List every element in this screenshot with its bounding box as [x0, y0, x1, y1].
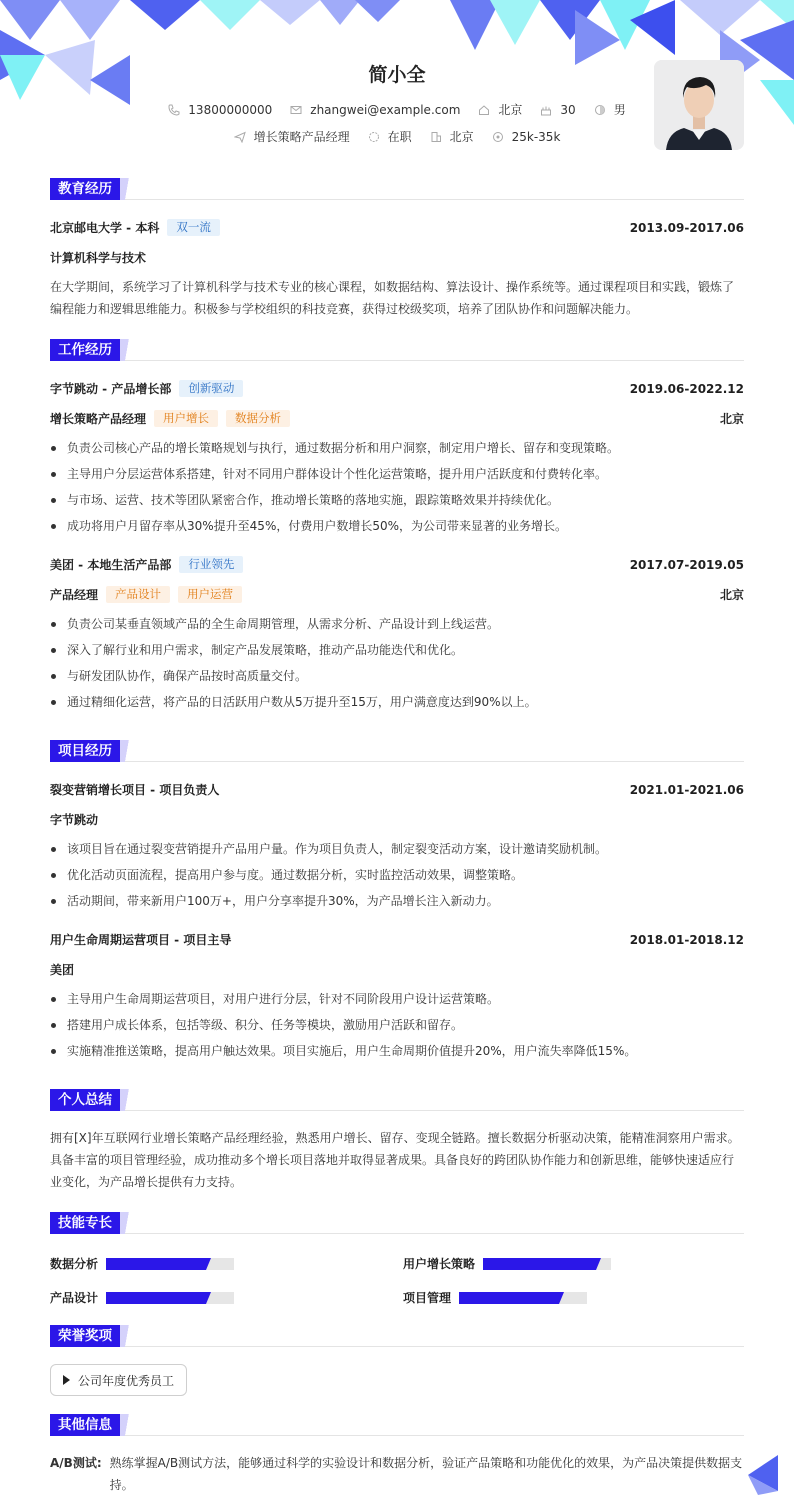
avatar	[654, 60, 744, 150]
title-decoration	[120, 339, 132, 361]
skill-bar	[106, 1258, 234, 1270]
corner-decoration-icon	[744, 1455, 780, 1495]
honors-title: 荣誉奖项	[50, 1325, 120, 1347]
work-section	[50, 339, 744, 709]
other-section	[50, 1414, 744, 1436]
school-tag: 双一流	[167, 219, 220, 236]
project-title: 项目经历	[50, 740, 120, 762]
major-row	[50, 249, 744, 266]
list-item: 活动期间，带来新用户100万+，用户分享率提升30%，为产品增长注入新动力。	[50, 888, 744, 914]
honors-section	[50, 1325, 744, 1347]
job-title: 产品经理	[50, 588, 99, 602]
cake-icon	[540, 104, 552, 116]
company-name: 字节跳动 - 产品增长部	[50, 382, 172, 396]
work-company-row	[50, 556, 744, 573]
list-item: 深入了解行业和用户需求，制定产品发展策略，推动产品功能迭代和优化。	[50, 637, 744, 663]
status-item	[368, 128, 412, 145]
project-org-row	[50, 961, 744, 978]
work-title-row	[50, 410, 744, 427]
phone-icon	[168, 104, 180, 116]
gender-text: 男	[613, 103, 626, 117]
project-org: 美团	[50, 963, 75, 977]
project-org: 字节跳动	[50, 813, 99, 827]
title-decoration	[120, 1212, 132, 1234]
list-item: 负责公司某垂直领域产品的全生命周期管理，从需求分析、产品设计到上线运营。	[50, 611, 744, 637]
building-icon	[430, 131, 442, 143]
title-decoration	[120, 178, 132, 200]
title-decoration	[120, 1089, 132, 1111]
phone-item	[168, 103, 272, 117]
other-info-row	[50, 1452, 744, 1496]
location-text: 北京	[498, 103, 523, 117]
list-item: 与研发团队协作，确保产品按时高质量交付。	[50, 663, 744, 689]
skill-bar	[459, 1292, 587, 1304]
list-item: 成功将用户月留存率从30%提升至45%，付费用户数增长50%，为公司带来显著的业务增长。	[50, 513, 744, 539]
work-bullets	[50, 611, 744, 715]
work-bullets	[50, 435, 744, 539]
education-header	[50, 178, 744, 200]
status-text: 在职	[387, 130, 412, 144]
skill-name: 产品设计	[50, 1291, 99, 1305]
skill-bar	[483, 1258, 611, 1270]
project-period: 2021.01-2021.06	[629, 782, 744, 797]
home-icon	[478, 104, 490, 116]
skill-bar	[106, 1292, 234, 1304]
project-name-row	[50, 781, 744, 798]
skill-item	[50, 1289, 234, 1306]
email-icon	[290, 104, 302, 116]
other-key: A/B测试:	[50, 1456, 102, 1470]
project-name: 裂变营销增长项目 - 项目负责人	[50, 783, 220, 797]
job-tag: 用户增长	[154, 410, 218, 427]
work-title-row	[50, 586, 744, 603]
education-description: 在大学期间，系统学习了计算机科学与技术专业的核心课程，如数据结构、算法设计、操作系统等。通过课程项目和实践，锻炼了编程能力和逻辑思维能力。积极参与学校组织的科技竞赛，获得过校级奖项，培养了团队协作和问题解决能力。	[50, 280, 735, 316]
location-item	[478, 101, 522, 118]
list-item: 主导用户生命周期运营项目，对用户进行分层，针对不同阶段用户设计运营策略。	[50, 986, 744, 1012]
skill-bar-fill	[459, 1292, 559, 1304]
skill-bar-fill	[483, 1258, 596, 1270]
skill-name: 项目管理	[403, 1291, 452, 1305]
project-period: 2018.01-2018.12	[629, 932, 744, 947]
honors-header	[50, 1325, 744, 1347]
title-decoration	[120, 740, 132, 762]
phone-number: 13800000000	[188, 102, 273, 117]
list-item: 主导用户分层运营体系搭建，针对不同用户群体设计个性化运营策略，提升用户活跃度和付费转化率。	[50, 461, 744, 487]
company-name: 美团 - 本地生活产品部	[50, 558, 172, 572]
work-header	[50, 339, 744, 361]
list-item: 搭建用户成长体系，包括等级、积分、任务等模块，激励用户活跃和留存。	[50, 1012, 744, 1038]
project-name-row	[50, 931, 744, 948]
email-item	[290, 103, 460, 117]
summary-text: 拥有[X]年互联网行业增长策略产品经理经验，熟悉用户增长、留存、变现全链路。擅长数据分析驱动决策，能精准洞察用户需求。具备丰富的项目管理经验，成功推动多个增长项目落地并取得显著成果。具备良好的跨团队协作能力和创新思维，能够快速适应行业变化，为产品增长提供有力支持。	[50, 1131, 740, 1189]
salary-item	[492, 130, 561, 144]
education-title: 教育经历	[50, 178, 120, 200]
list-item: 优化活动页面流程，提高用户参与度。通过数据分析，实时监控活动效果，调整策略。	[50, 862, 744, 888]
salary-text: 25k-35k	[511, 129, 561, 144]
skill-item	[403, 1289, 587, 1306]
list-item: 通过精细化运营，将产品的日活跃用户数从5万提升至15万，用户满意度达到90%以上。	[50, 689, 744, 715]
education-section	[50, 178, 744, 316]
work-period: 2017.07-2019.05	[629, 557, 744, 572]
list-item: 负责公司核心产品的增长策略规划与执行，通过数据分析和用户洞察，制定用户增长、留存和变现策略。	[50, 435, 744, 461]
work-city: 北京	[719, 588, 744, 602]
play-icon	[63, 1375, 70, 1385]
gender-icon	[594, 104, 606, 116]
major: 计算机科学与技术	[50, 251, 147, 265]
skill-bar-fill	[106, 1292, 206, 1304]
summary-section	[50, 1089, 744, 1189]
send-icon	[234, 131, 246, 143]
summary-header	[50, 1089, 744, 1111]
target-city-item	[430, 128, 474, 145]
work-title: 工作经历	[50, 339, 120, 361]
job-tag: 数据分析	[226, 410, 290, 427]
title-decoration	[120, 1325, 132, 1347]
target-position-item	[234, 128, 350, 145]
target-city-text: 北京	[449, 130, 474, 144]
company-tag: 行业领先	[179, 556, 243, 573]
skills-title: 技能专长	[50, 1212, 120, 1234]
gender-item	[594, 101, 626, 118]
skill-name: 数据分析	[50, 1257, 99, 1271]
email-address: zhangwei@example.com	[310, 102, 461, 117]
age-item	[540, 103, 575, 117]
target-position-text: 增长策略产品经理	[253, 130, 350, 144]
job-title: 增长策略产品经理	[50, 412, 147, 426]
project-org-row	[50, 811, 744, 828]
other-header	[50, 1414, 744, 1436]
school-name: 北京邮电大学 - 本科	[50, 221, 160, 235]
education-row	[50, 219, 744, 236]
title-decoration	[120, 1414, 132, 1436]
job-tag: 产品设计	[106, 586, 170, 603]
skill-item	[403, 1255, 611, 1272]
project-name: 用户生命周期运营项目 - 项目主导	[50, 933, 232, 947]
skills-header	[50, 1212, 744, 1234]
job-tag: 用户运营	[178, 586, 242, 603]
other-value: 熟练掌握A/B测试方法，能够通过科学的实验设计和数据分析，验证产品策略和功能优化的效果，为产品决策提供数据支持。	[109, 1456, 743, 1492]
list-item: 实施精准推送策略，提高用户触达效果。项目实施后，用户生命周期价值提升20%，用户流失率降低15%。	[50, 1038, 744, 1064]
other-title: 其他信息	[50, 1414, 120, 1436]
list-item: 与市场、运营、技术等团队紧密合作，推动增长策略的落地实施，跟踪策略效果并持续优化。	[50, 487, 744, 513]
work-period: 2019.06-2022.12	[629, 381, 744, 396]
status-icon	[368, 131, 380, 143]
skill-bar-fill	[106, 1258, 206, 1270]
candidate-name: 简小全	[368, 64, 426, 86]
avatar-portrait	[654, 60, 744, 150]
skill-item	[50, 1255, 234, 1272]
award-item[interactable]	[50, 1364, 187, 1396]
skill-name: 用户增长策略	[403, 1257, 476, 1271]
list-item: 该项目旨在通过裂变营销提升产品用户量。作为项目负责人，制定裂变活动方案，设计邀请奖励机制。	[50, 836, 744, 862]
project-bullets	[50, 836, 744, 914]
project-section	[50, 740, 744, 1058]
age-text: 30	[560, 102, 576, 117]
company-tag: 创新驱动	[179, 380, 243, 397]
education-period: 2013.09-2017.06	[629, 220, 744, 235]
summary-title: 个人总结	[50, 1089, 120, 1111]
project-bullets	[50, 986, 744, 1064]
project-header	[50, 740, 744, 762]
work-company-row	[50, 380, 744, 397]
skills-section	[50, 1212, 744, 1234]
work-city: 北京	[719, 412, 744, 426]
money-icon	[492, 131, 504, 143]
award-name: 公司年度优秀员工	[78, 1373, 175, 1388]
